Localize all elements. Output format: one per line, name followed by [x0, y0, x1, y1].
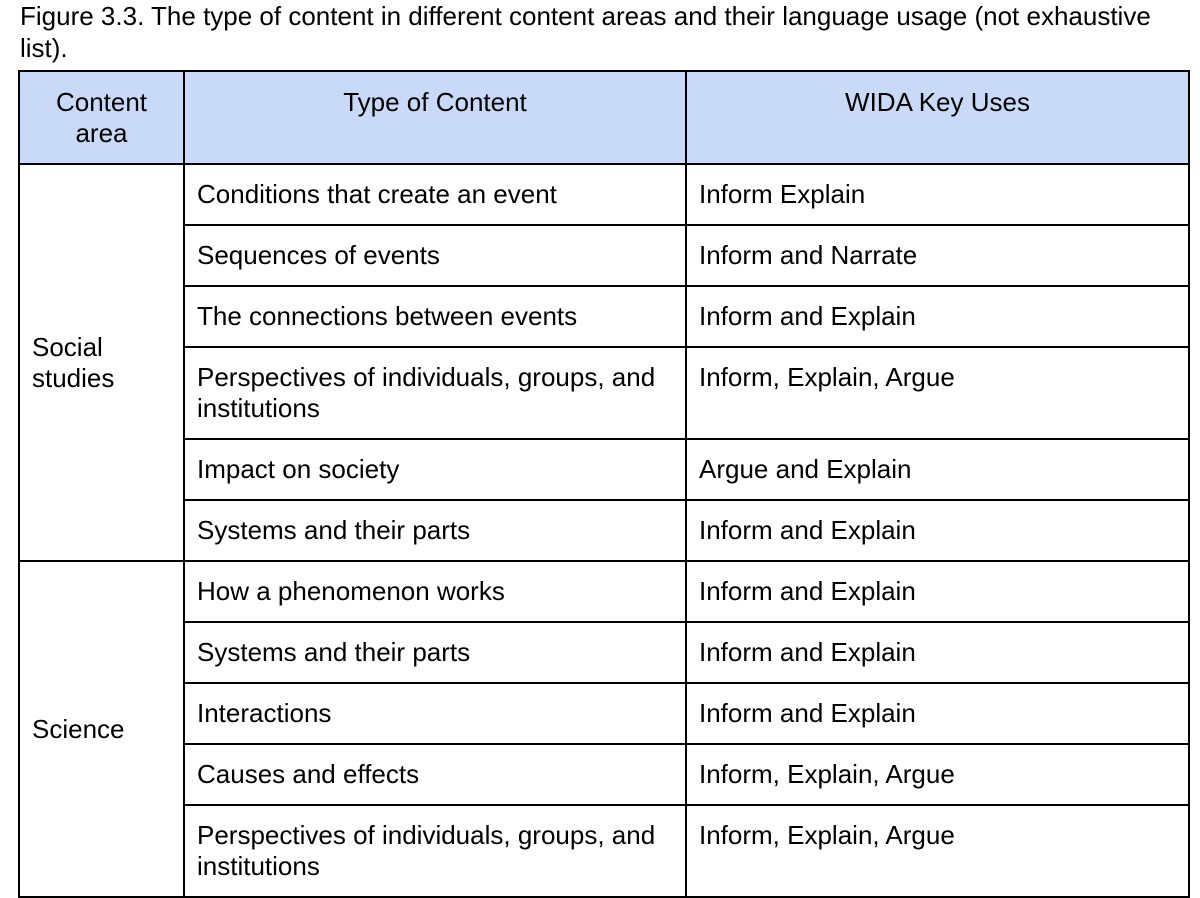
type-of-content-cell: Sequences of events: [184, 225, 686, 286]
key-uses-cell: Inform and Explain: [686, 561, 1189, 622]
table-row: [19, 805, 1189, 897]
key-uses-cell: Inform Explain: [686, 164, 1189, 225]
key-uses-cell: Inform, Explain, Argue: [686, 347, 1189, 439]
table-row: [19, 561, 1189, 622]
table-row: [19, 286, 1189, 347]
header-type-of-content: Type of Content: [184, 71, 686, 164]
type-of-content-cell: How a phenomenon works: [184, 561, 686, 622]
type-of-content-cell: Causes and effects: [184, 744, 686, 805]
table-row: [19, 225, 1189, 286]
table-row: [19, 439, 1189, 500]
type-of-content-cell: Perspectives of individuals, groups, and institutions: [184, 805, 686, 897]
content-area-cell: Social studies: [19, 164, 184, 561]
header-wida-key-uses: WIDA Key Uses: [686, 71, 1189, 164]
key-uses-cell: Argue and Explain: [686, 439, 1189, 500]
figure-caption: Figure 3.3. The type of content in different content areas and their language usage (not exhaustive list).: [20, 1, 1151, 63]
table-row: [19, 500, 1189, 561]
key-uses-cell: Inform and Explain: [686, 683, 1189, 744]
table-header-row: [19, 71, 1189, 164]
key-uses-cell: Inform, Explain, Argue: [686, 805, 1189, 897]
key-uses-cell: Inform and Explain: [686, 622, 1189, 683]
key-uses-cell: Inform and Narrate: [686, 225, 1189, 286]
table-row: [19, 164, 1189, 225]
type-of-content-cell: The connections between events: [184, 286, 686, 347]
key-uses-cell: Inform and Explain: [686, 500, 1189, 561]
type-of-content-cell: Conditions that create an event: [184, 164, 686, 225]
content-area-cell: Science: [19, 561, 184, 897]
type-of-content-cell: Impact on society: [184, 439, 686, 500]
type-of-content-cell: Systems and their parts: [184, 622, 686, 683]
header-content-area: Content area: [19, 71, 184, 164]
type-of-content-cell: Interactions: [184, 683, 686, 744]
type-of-content-cell: Systems and their parts: [184, 500, 686, 561]
table-row: [19, 683, 1189, 744]
table-row: [19, 347, 1189, 439]
table-row: [19, 744, 1189, 805]
key-uses-cell: Inform, Explain, Argue: [686, 744, 1189, 805]
table-row: [19, 622, 1189, 683]
content-table: [18, 70, 1190, 898]
key-uses-cell: Inform and Explain: [686, 286, 1189, 347]
type-of-content-cell: Perspectives of individuals, groups, and institutions: [184, 347, 686, 439]
